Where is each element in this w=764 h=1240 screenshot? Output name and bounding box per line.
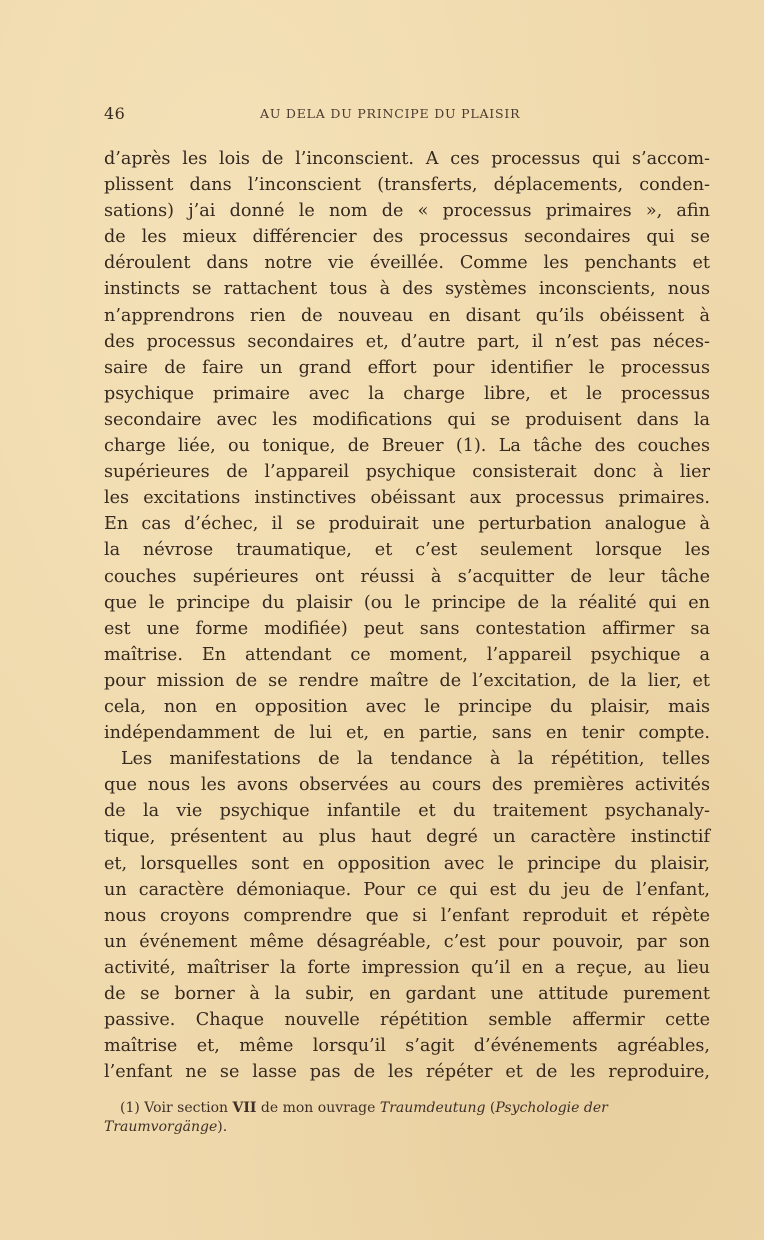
- text-line: de se borner à la subir, en gardant une attitude purement: [104, 984, 710, 1004]
- footnote: [104, 1099, 710, 1137]
- text-line: que nous les avons observées au cours des premières activités: [104, 775, 710, 796]
- footnote-marker: (1): [120, 1100, 140, 1117]
- body-text: [104, 146, 710, 1085]
- footnote-text: Voir section: [144, 1100, 233, 1117]
- text-line: de la vie psychique infantile et du traitement psychanaly-: [104, 801, 710, 822]
- text-line: psychique primaire avec la charge libre, et le processus: [104, 383, 710, 404]
- footnote-section: VII: [232, 1100, 257, 1117]
- text-line: sations) j’ai donné le nom de « processus primaires », afin: [104, 201, 710, 222]
- text-line: n’apprendrons rien de nouveau en disant qu’ils obéissent à: [104, 305, 710, 326]
- text-line: maîtrise et, même lorsqu’il s’agit d’événements agréables,: [104, 1036, 710, 1057]
- footnote-subtitle: Traumvorgänge: [104, 1119, 218, 1136]
- text-line: déroulent dans notre vie éveillée. Comme les penchants et: [104, 253, 710, 274]
- text-line: nous croyons comprendre que si l’enfant reproduit et répète: [104, 905, 710, 926]
- book-page: [104, 104, 710, 1137]
- text-line: de les mieux différencier des processus secondaires qui se: [104, 227, 710, 248]
- paragraph-start-line: Les manifestations de la tendance à la répétition, telles: [121, 749, 710, 770]
- footnote-text: de mon ouvrage: [256, 1100, 380, 1117]
- text-line: cela, non en opposition avec le principe du plaisir, mais: [104, 696, 710, 717]
- footnote-line-1: [104, 1099, 710, 1118]
- footnote-paren: (: [485, 1100, 496, 1117]
- text-line: supérieures de l’appareil psychique consisterait donc à lier: [104, 462, 710, 483]
- text-line: pour mission de se rendre maître de l’excitation, de la lier, et: [104, 670, 710, 691]
- text-line: passive. Chaque nouvelle répétition semble affermir cette: [104, 1010, 710, 1031]
- text-line: les excitations instinctives obéissant aux processus primaires.: [104, 488, 710, 509]
- running-head: [104, 104, 710, 126]
- text-line: maîtrise. En attendant ce moment, l’appareil psychique a: [104, 644, 710, 665]
- text-line: plissent dans l’inconscient (transferts, déplacements, conden-: [104, 175, 710, 196]
- text-line: activité, maîtriser la forte impression qu’il en a reçue, au lieu: [104, 957, 710, 978]
- text-line: saire de faire un grand effort pour identifier le processus: [104, 357, 710, 378]
- text-line: un caractère démoniaque. Pour ce qui est du jeu de l’enfant,: [104, 879, 710, 900]
- text-line: un événement même désagréable, c’est pour pouvoir, par son: [104, 931, 710, 952]
- text-line: En cas d’échec, il se produirait une perturbation analogue à: [104, 514, 710, 535]
- text-line: l’enfant ne se lasse pas de les répéter et de les reproduire,: [104, 1062, 710, 1083]
- text-line: et, lorsquelles sont en opposition avec le principe du plaisir,: [104, 853, 710, 874]
- footnote-work-title: Traumdeutung: [379, 1100, 486, 1117]
- text-line: la névrose traumatique, et c’est seulement lorsque les: [104, 540, 710, 561]
- text-line: couches supérieures ont réussi à s’acquitter de leur tâche: [104, 566, 710, 587]
- text-line: que le principe du plaisir (ou le principe de la réalité qui en: [104, 592, 710, 613]
- text-line: charge liée, ou tonique, de Breuer (1). La tâche des couches: [104, 436, 710, 457]
- text-line: indépendamment de lui et, en partie, sans en tenir compte.: [104, 723, 710, 744]
- text-line: d’après les lois de l’inconscient. A ces processus qui s’accom-: [104, 149, 710, 169]
- footnote-line-2: [104, 1118, 710, 1137]
- text-line: secondaire avec les modifications qui se produisent dans la: [104, 409, 710, 430]
- text-line: tique, présentent au plus haut degré un caractère instinctif: [104, 827, 710, 848]
- page-number: 46: [104, 104, 126, 123]
- footnote-subtitle: Psychologie der: [495, 1100, 608, 1117]
- text-line: est une forme modifiée) peut sans contestation affirmer sa: [104, 618, 710, 639]
- text-line: des processus secondaires et, d’autre part, il n’est pas néces-: [104, 331, 710, 352]
- text-line: instincts se rattachent tous à des systèmes inconscients, nous: [104, 279, 710, 300]
- running-title: AU DELA DU PRINCIPE DU PLAISIR: [260, 106, 521, 121]
- footnote-paren: ).: [217, 1119, 228, 1136]
